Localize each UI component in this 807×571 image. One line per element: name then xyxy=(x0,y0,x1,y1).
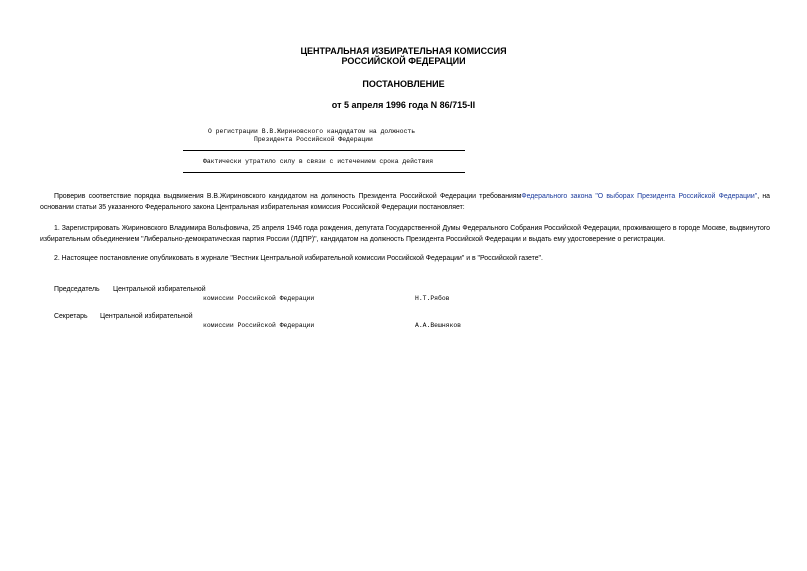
commission-title-line1: ЦЕНТРАЛЬНАЯ ИЗБИРАТЕЛЬНАЯ КОМИССИЯ xyxy=(300,46,507,56)
commission-title-line2: РОССИЙСКОЙ ФЕДЕРАЦИИ xyxy=(341,56,466,66)
document-type: ПОСТАНОВЛЕНИЕ xyxy=(362,79,445,89)
document-date-number: от 5 апреля 1996 года N 86/715-II xyxy=(331,100,476,110)
chairman-org-line1: Центральной избирательной xyxy=(113,286,206,293)
status-note: Фактически утратило силу в связи с истечением срока действия xyxy=(203,158,434,165)
resolution-item-1 xyxy=(40,224,770,245)
resolution-item-2 xyxy=(40,254,770,265)
chairman-org-line2: комиссии Российской Федерации xyxy=(203,295,315,302)
subject-line1: О регистрации В.В.Жириновского кандидатом на должность xyxy=(208,128,416,135)
resolution-item-2-text: 2. Настоящее постановление опубликовать в журнале "Вестник Центральной избирательной комиссии Российской Федерации" и в "Российской газете". xyxy=(54,255,543,262)
resolution-item-1-text: 1. Зарегистрировать Жириновского Владимира Вольфовича, 25 апреля 1946 года рождения, депутата Государственной Думы Федерального Собрания Российской Федерации, проживающего в городе Москве, выдвинутого избирательным объединением "Либерально-демократическая партия России (ЛДПР)", кандидатом на должность Президента Российской Федерации и выдать ему удостоверение о регистрации. xyxy=(40,225,770,243)
subject-rule-bottom xyxy=(183,172,465,173)
subject-line2: Президента Российской Федерации xyxy=(254,136,373,143)
federal-law-link[interactable]: Федерального закона "О выборах Президента Российской Федерации" xyxy=(521,193,758,200)
chairman-name: Н.Т.Рябов xyxy=(415,295,450,302)
secretary-title: Секретарь xyxy=(54,313,88,320)
secretary-org-line2: комиссии Российской Федерации xyxy=(203,322,315,329)
secretary-name: А.А.Вешняков xyxy=(415,322,462,329)
secretary-org-line1: Центральной избирательной xyxy=(100,313,193,320)
preamble-paragraph xyxy=(40,192,770,213)
preamble-text-start: Проверив соответствие порядка выдвижения В.В.Жириновского кандидатом на должность Президента Российской Федерации требованиям xyxy=(54,193,522,200)
subject-rule-top xyxy=(183,150,465,151)
preamble-text-end: , на основании статьи 35 указанного Федерального закона Центральная избирательная комиссия Российской Федерации постановляет: xyxy=(40,193,771,211)
chairman-title: Председатель xyxy=(54,286,100,293)
